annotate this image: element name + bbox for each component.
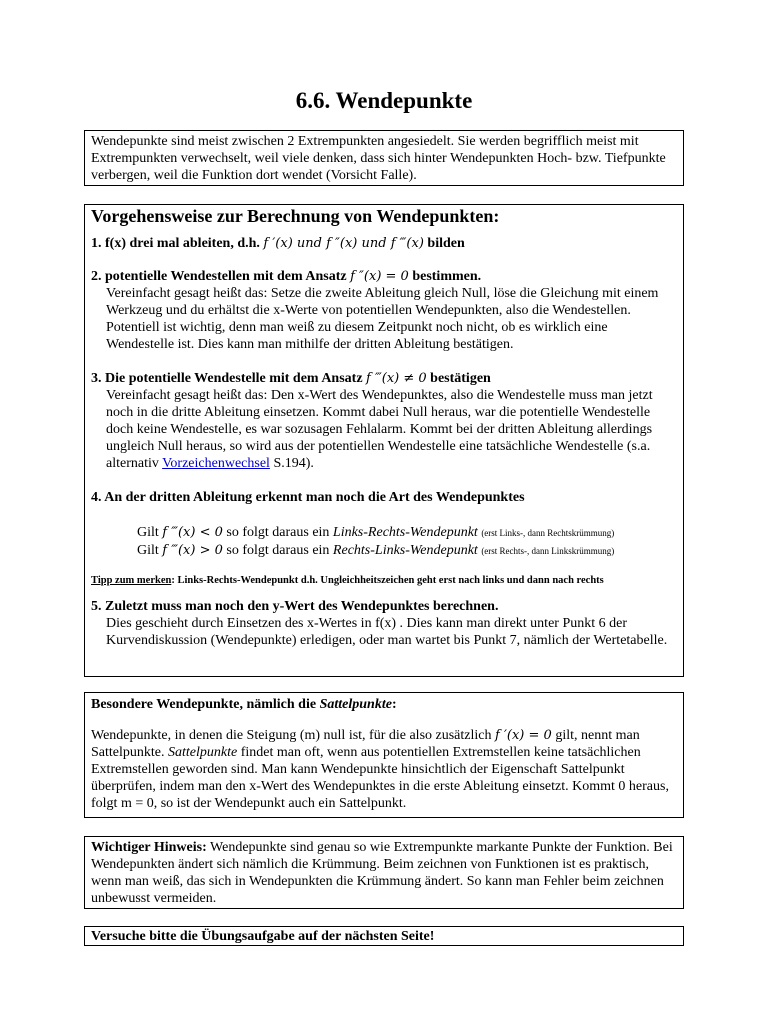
saddle-heading-a: Besondere Wendepunkte, nämlich die [91,697,320,712]
step-3-text: Vereinfacht gesagt heißt das: Den x-Wert des Wendepunktes, also die Wendestelle muss man jetzt noch in die dritte Ableitung einsetzen. Kommt dabei Null heraus, war die potentielle Wendestelle doch keine Wendestelle, es war sozusagen Fehlalarm. Kommt bei der dritten Ableitung allerdings ungleich Null heraus, so wird aus der potentiellen Wendestelle eine tatsächliche Wendestelle (s.a. alternativ [106,388,653,471]
step-3-suffix: bestätigen [430,371,491,386]
saddle-formula: f ′(x) = 0 [495,728,552,743]
footer-text: Versuche bitte die Übungsaufgabe auf der nächsten Seite! [91,929,435,944]
step-3-description [106,387,677,472]
step-1 [91,235,677,252]
saddle-point-box [84,692,684,818]
tip-text: : Links-Rechts-Wendepunkt d.h. Ungleichheitszeichen geht erst nach links und dann nach rechts [171,575,604,586]
tip-label: Tipp zum merken [91,575,172,586]
hint-label: Wichtiger Hinweis: [91,840,207,855]
step-3-label: 3. Die potentielle Wendestelle mit dem Ansatz [91,371,363,386]
case-2-gilt: Gilt [137,543,159,558]
case-1-text: so folgt daraus ein [226,525,330,540]
step-1-formula: f ′(x) und f ″(x) und f ‴(x) [263,236,424,251]
step-3-formula: f ‴(x) ≠ 0 [366,371,427,386]
hint-text: Wendepunkte sind genau so wie Extrempunkte markante Punkte der Funktion. Bei Wendepunkten ändert sich nämlich die Krümmung. Beim zeichnen von Funktionen ist es praktisch, wenn man weiß, das sich in Wendepunkten die Krümmung ändert. So kann man Fehler beim zeichnen unbewusst vermeiden. [91,840,673,906]
intro-text: Wendepunkte sind meist zwischen 2 Extrempunkten angesiedelt. Sie werden begrifflich meist mit Extrempunkten verwechselt, weil viele denken, dass sich hinter Wendepunkten Hoch- bzw. Tiefpunkte verbergen, weil die Funktion dort wendet (Vorsicht Falle). [91,134,666,183]
step-1-suffix: bilden [427,236,465,251]
step-3 [91,370,677,387]
case-2-type: Rechts-Links-Wendepunkt [332,543,478,558]
step-4-heading: 4. An der dritten Ableitung erkennt man noch die Art des Wendepunktes [91,490,525,505]
case-1-type: Links-Rechts-Wendepunkt [332,525,478,540]
case-2-formula: f ‴(x) > 0 [162,543,223,558]
saddle-text-3: findet man oft, wenn aus potentiellen Extremstellen keine tatsächlichen Extremstellen geworden sind. Man kann Wendepunkte hinsichtlich der Eigenschaft Sattelpunkt überprüfen, indem man den x-Wert des Wendepunktes in die erste Ableitung einsetzt. Kommt 0 heraus, folgt m = 0, so ist der Wendepunkt auch ein Sattelpunkt. [91,745,669,811]
saddle-text [91,727,677,812]
case-1-gilt: Gilt [137,525,159,540]
memory-tip [91,572,677,589]
case-2-note: (erst Rechts-, dann Linkskrümmung) [481,546,615,556]
procedure-box [84,204,684,677]
case-1-formula: f ‴(x) < 0 [162,525,223,540]
step-1-label: 1. f(x) drei mal ableiten, d.h. [91,236,260,251]
footer-box [84,926,684,946]
step-2-label: 2. potentielle Wendestellen mit dem Ansatz [91,269,347,284]
saddle-text-2: gilt, nennt man Sattelpunkte. [91,728,640,760]
case-2-text: so folgt daraus ein [226,543,330,558]
case-1-note: (erst Links-, dann Rechtskrümmung) [481,528,615,538]
saddle-heading [91,696,677,713]
step-3-text-end: S.194). [273,456,314,471]
case-rechts-links [137,542,677,560]
procedure-heading: Vorgehensweise zur Berechnung von Wendepunkten: [91,206,500,226]
page-title: 6.6. Wendepunkte [295,88,473,113]
step-2-formula: f ″(x) = 0 [350,269,409,284]
intro-box [84,130,684,186]
step-2-description: Vereinfacht gesagt heißt das: Setze die zweite Ableitung gleich Null, löse die Gleichung mit einem Werkzeug und du erhältst die x-Werte von potentiellen Wendepunkten, also die Wendestellen. Potentiell ist wichtig, denn man weiß zu diesem Zeitpunkt noch nicht, ob es wirklich eine Wendestelle ist. Dies kann man mithilfe der dritten Ableitung bestätigen. [106,286,659,352]
case-links-rechts [137,524,677,542]
saddle-heading-c: : [391,697,397,712]
saddle-heading-b: Sattelpunkte [319,697,392,712]
step-2-suffix: bestimmen. [412,269,482,284]
step-2 [91,268,677,285]
step-5-description: Dies geschieht durch Einsetzen des x-Wertes in f(x) . Dies kann man direkt unter Punkt 6 der Kurvendiskussion (Wendepunkte) erledigen, oder man wartet bis Punkt 7, nämlich der Wertetabelle. [106,616,668,648]
step-5-heading: 5. Zuletzt muss man noch den y-Wert des Wendepunktes berechnen. [91,599,499,614]
saddle-em: Sattelpunkte [168,745,238,760]
vorzeichenwechsel-link[interactable]: Vorzeichenwechsel [162,456,270,471]
hint-box [84,836,684,909]
saddle-text-1: Wendepunkte, in denen die Steigung (m) null ist, für die also zusätzlich [91,728,492,743]
